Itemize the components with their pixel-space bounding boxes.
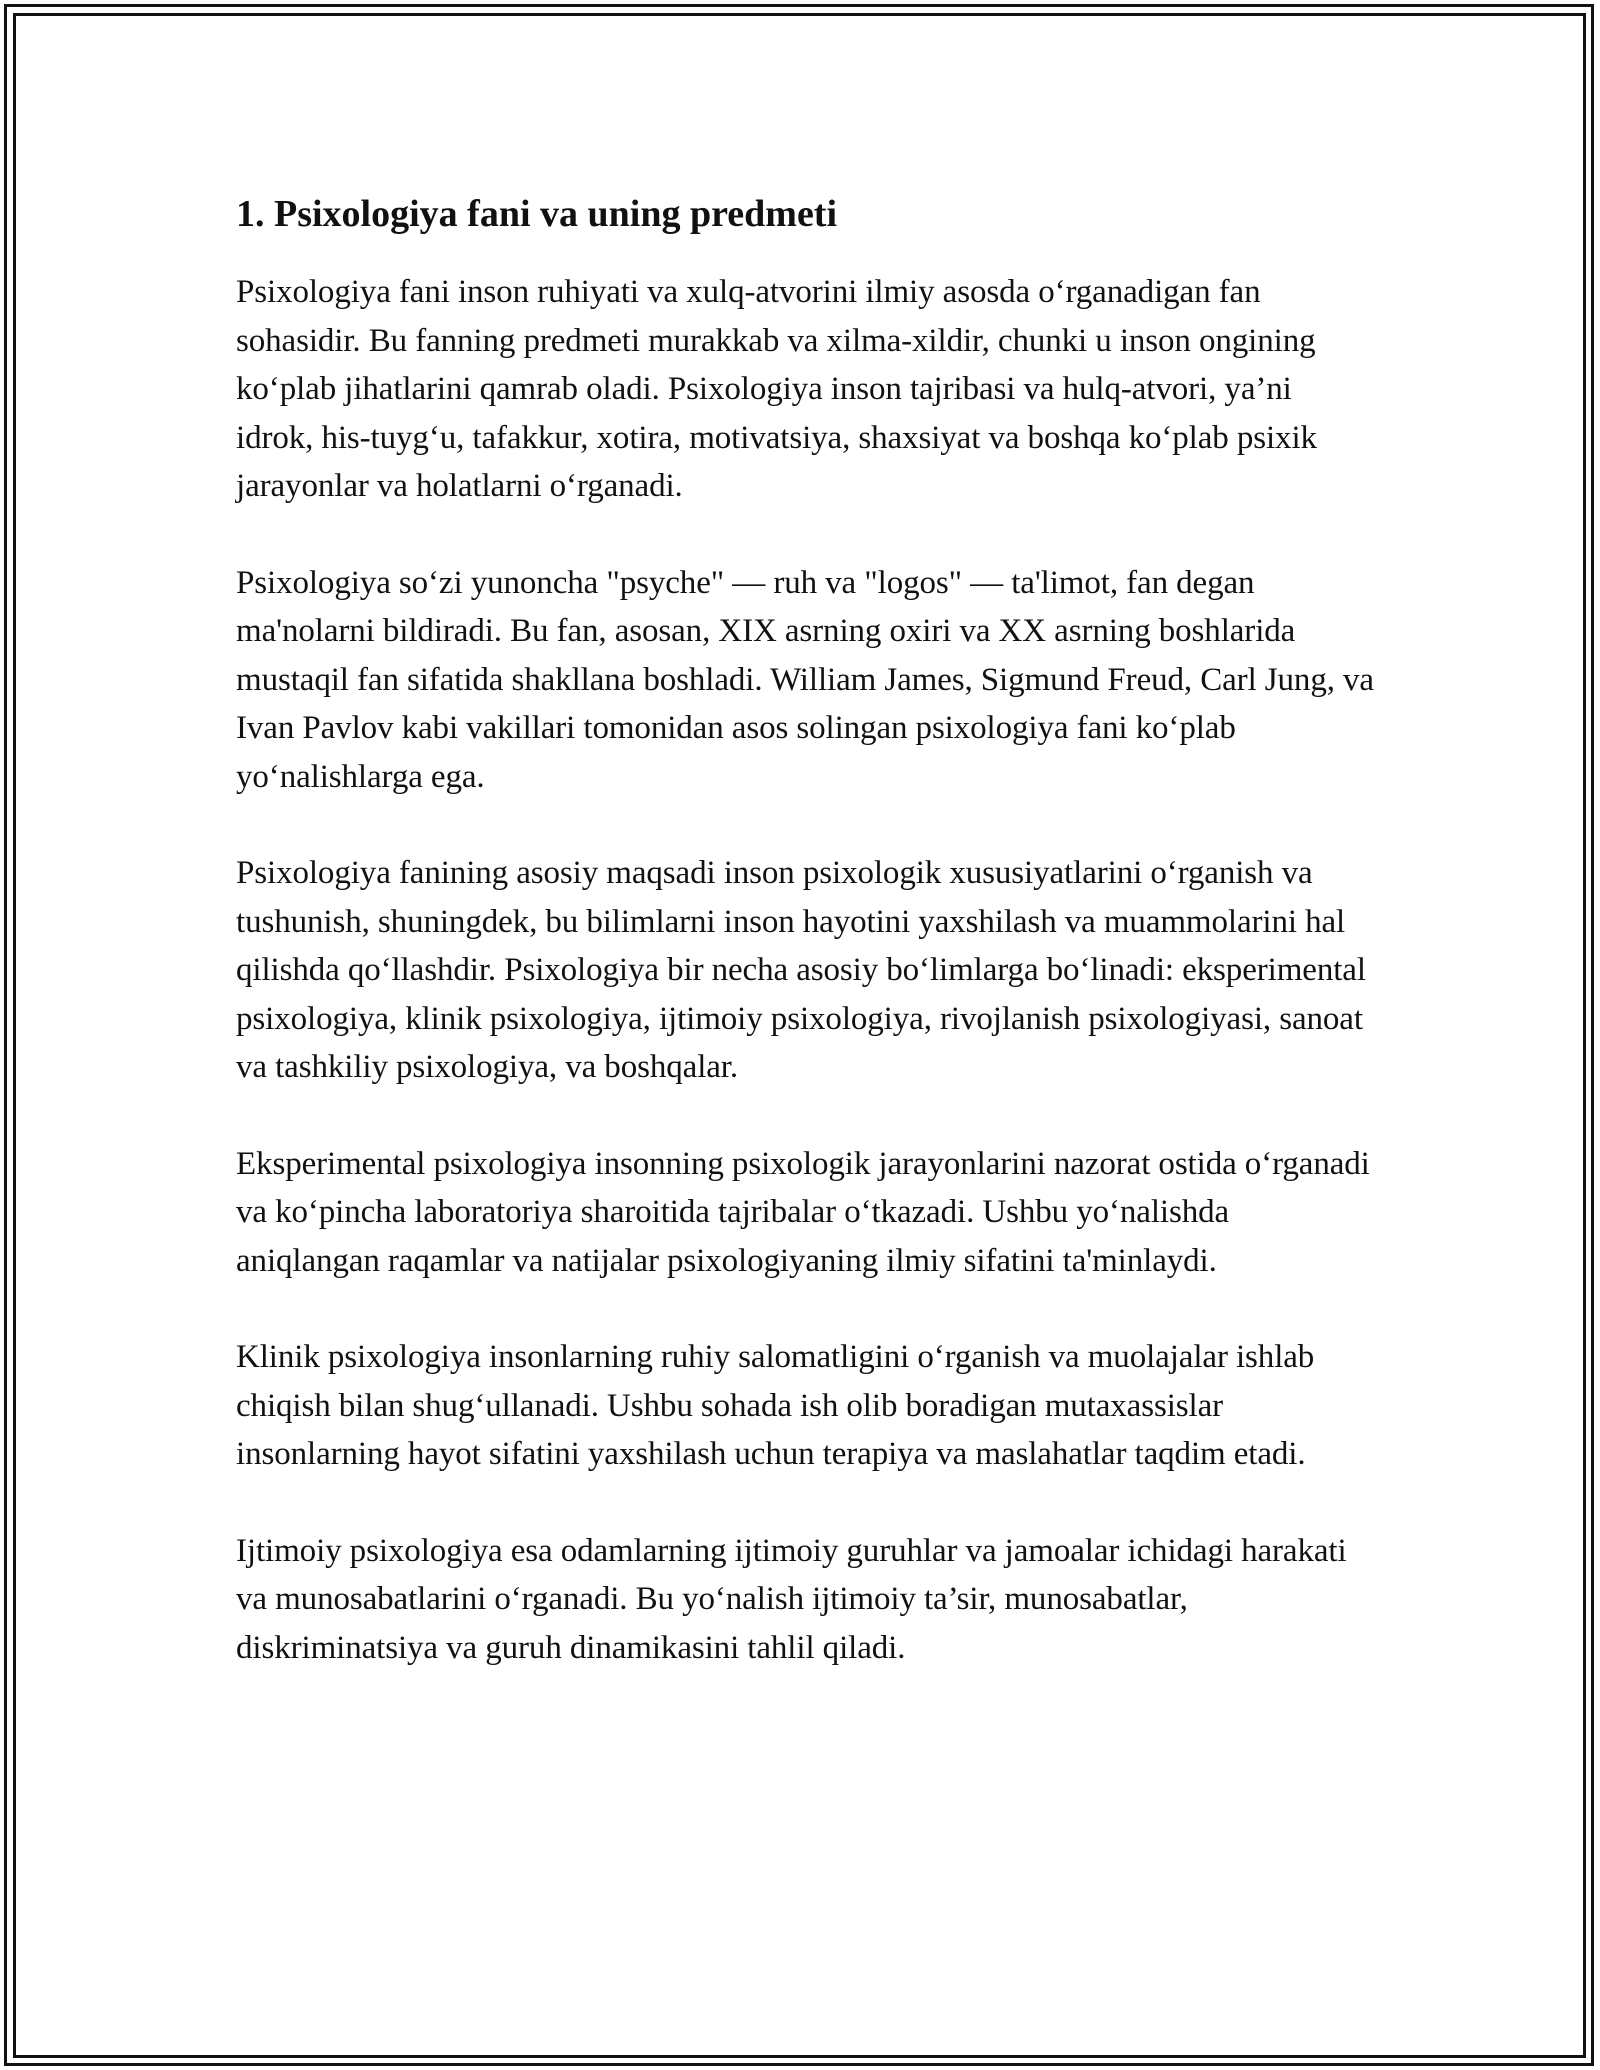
paragraph-6: Ijtimoiy psixologiya esa odamlarning ijtimoiy guruhlar va jamoalar ichidagi harakati va munosabatlarini o‘rganadi. Bu yo‘nalish ijtimoiy ta’sir, munosabatlar, diskriminatsiya va guruh dinamikasini tahlil qiladi. <box>236 1532 1347 1666</box>
paragraph-3: Psixologiya fanining asosiy maqsadi inson psixologik xususiyatlarini o‘rganish va tushunish, shuningdek, bu bilimlarni inson hayotini yaxshilash va muammolarini hal qilishda qo‘llashdir. Psixologiya bir necha asosiy bo‘limlarga bo‘linadi: eksperimental psixologiya, klinik psixologiya, ijtimoiy psixologiya, rivojlanish psixologiyasi, sanoat va tashkiliy psixologiya, va boshqalar. <box>236 855 1366 1085</box>
paragraph-2: Psixologiya so‘zi yunoncha "psyche" — ruh va "logos" — ta'limot, fan degan ma'nolarni bildiradi. Bu fan, asosan, XIX asrning oxiri va XX asrning boshlarida mustaqil fan sifatida shakllana boshladi. William James, Sigmund Freud, Carl Jung, va Ivan Pavlov kabi vakillari tomonidan asos solingan psixologiya fani ko‘plab yo‘nalishlarga ega. <box>236 564 1374 795</box>
section-heading: 1. Psixologiya fani va uning predmeti <box>236 193 838 235</box>
paragraph-4: Eksperimental psixologiya insonning psixologik jarayonlarini nazorat ostida o‘rganadi va ko‘pincha laboratoriya sharoitida tajribalar o‘tkazadi. Ushbu yo‘nalishda aniqlangan raqamlar va natijalar psixologiyaning ilmiy sifatini ta'minlaydi. <box>236 1145 1370 1279</box>
paragraph-5: Klinik psixologiya insonlarning ruhiy salomatligini o‘rganish va muolajalar ishlab chiqish bilan shug‘ullanadi. Ushbu sohada ish olib boradigan mutaxassislar insonlarning hayot sifatini yaxshilash uchun terapiya va maslahatlar taqdim etadi. <box>236 1339 1315 1472</box>
paragraph-1: Psixologiya fani inson ruhiyati va xulq-atvorini ilmiy asosda o‘rganadigan fan sohasidir. Bu fanning predmeti murakkab va xilma-xildir, chunki u inson ongining ko‘plab jihatlarini qamrab oladi. Psixologiya inson tajribasi va hulq-atvori, ya’ni idrok, his-tuyg‘u, tafakkur, xotira, motivatsiya, shaxsiyat va boshqa ko‘plab psixik jarayonlar va holatlarni o‘rganadi. <box>236 274 1317 504</box>
document-body <box>236 188 1376 1720</box>
